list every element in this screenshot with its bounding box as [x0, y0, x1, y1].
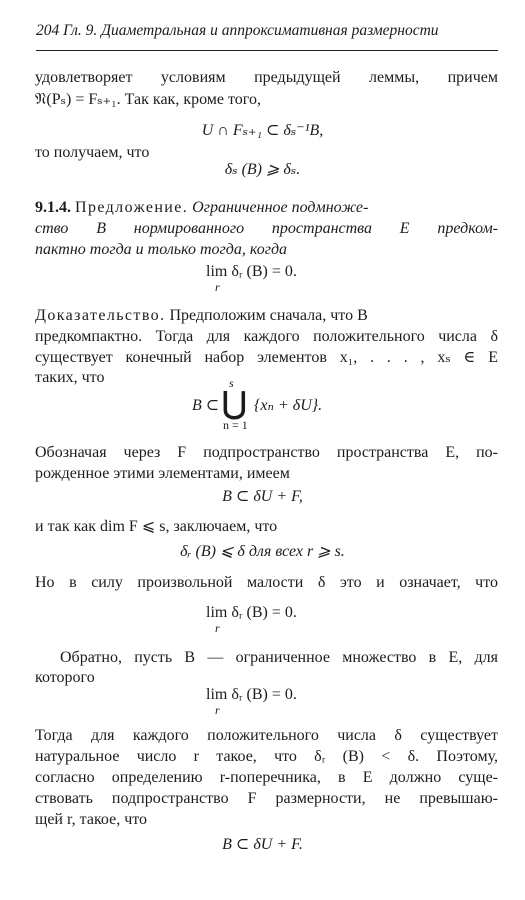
text-line: Но в силу произвольной малости δ это и означает, что [35, 574, 498, 591]
header-rule [36, 50, 498, 51]
union-formula-right: {xₙ + δU}. [254, 397, 323, 414]
text-line: существует конечный набор элементов x₁, . . . , xₛ ∈ E [35, 349, 498, 366]
limit-subscript: r [215, 703, 220, 717]
text-line: щей r, такое, что [35, 811, 148, 828]
text-line: и так как dim F ⩽ s, заключаем, что [35, 518, 278, 535]
text-line: которого [35, 669, 95, 686]
text-line: Обозначая через F подпространство пространства E, по- [35, 444, 498, 461]
formula: B ⊂ δU + F. [222, 836, 303, 853]
proposition-word: Предложение. [75, 199, 189, 216]
text-line: ствовать подпространство F размерности, не превышаю- [35, 790, 498, 807]
text-line: ство B нормированного пространства E предком- [35, 220, 498, 237]
formula: δᵣ (B) ⩽ δ для всех r ⩾ s. [180, 543, 345, 560]
text-line: то получаем, что [35, 144, 150, 161]
proof-line [35, 306, 498, 326]
limit-subscript: r [215, 280, 220, 294]
union-superscript: s [229, 376, 234, 390]
text-line: удовлетворяет условиям предыдущей леммы, причем [35, 69, 498, 86]
text-line: натуральное число r такое, что δᵣ (B) < δ. Поэтому, [35, 748, 498, 765]
text-line: предкомпактно. Тогда для каждого положительного числа δ [35, 328, 498, 345]
proof-word: Доказательство. [35, 307, 166, 324]
limit-formula: lim δᵣ (B) = 0. [206, 263, 297, 280]
text-line: Тогда для каждого положительного числа δ существует [35, 727, 498, 744]
limit-formula: lim δᵣ (B) = 0. [206, 686, 297, 703]
limit-subscript: r [215, 621, 220, 635]
proof-text: Предположим сначала, что B [169, 307, 368, 324]
formula: B ⊂ δU + F, [222, 488, 303, 505]
text-line: 𝔑(Pₛ) = Fₛ₊₁. Так как, кроме того, [35, 91, 261, 108]
union-symbol: ⋃ [222, 387, 247, 420]
proposition-heading [35, 198, 498, 218]
text-line: Обратно, пусть B — ограниченное множество в E, для [60, 649, 498, 666]
proposition-text: Ограниченное подмноже- [192, 199, 369, 216]
text-line: согласно определению r-поперечника, в E должно суще- [35, 769, 498, 786]
text-line: пактно тогда и только тогда, когда [35, 241, 288, 258]
formula: δₛ (B) ⩾ δₛ. [224, 161, 301, 178]
running-header: 204 Гл. 9. Диаметральная и аппроксимативная размерности [36, 22, 439, 39]
proposition-number: 9.1.4. [35, 199, 71, 216]
union-formula-left: B ⊂ [192, 397, 220, 414]
text-line: таких, что [35, 369, 105, 386]
limit-formula: lim δᵣ (B) = 0. [206, 604, 297, 621]
formula: U ∩ Fₛ₊₁ ⊂ δₛ⁻¹B, [201, 122, 324, 139]
union-subscript: n = 1 [223, 418, 248, 432]
text-line: рожденное этими элементами, имеем [35, 465, 290, 482]
